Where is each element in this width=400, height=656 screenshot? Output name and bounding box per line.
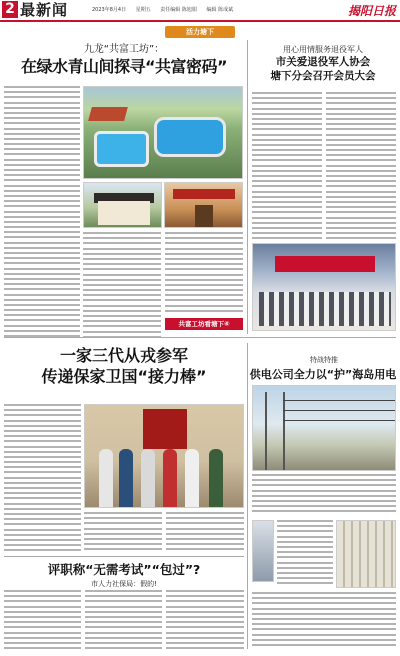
story4-headline: 供电公司全力以“护”海岛用电 — [249, 368, 397, 381]
story5-body-col2 — [85, 590, 162, 650]
story2-kicker: 用心用情服务退役军人 — [283, 45, 363, 54]
village-house-photo — [83, 182, 162, 228]
resort-pool-photo — [83, 86, 243, 179]
issue-date: 2023年8月4日 — [92, 7, 127, 13]
column-divider — [247, 40, 248, 334]
section-tag: 活力塘下 — [165, 26, 235, 38]
issue-weekday: 星期五 — [135, 7, 151, 13]
story1-headline: 在绿水青山间探寻“共富密码” — [20, 57, 228, 76]
issue-designer: 编辑 陈成斌 — [206, 7, 234, 13]
story5-headline: 评职称“无需考试”“包过”? — [47, 562, 201, 577]
issue-editor: 责任编辑 陈旭娟 — [160, 7, 197, 13]
workshop-photo — [164, 182, 243, 228]
story4-body-mid — [277, 520, 333, 588]
story1-kicker: 九龙“共富工坊”： — [83, 44, 165, 55]
series-label: 共富工坊看塘下④ — [165, 318, 243, 330]
story4-body-bottom — [252, 592, 396, 650]
story5-kicker: 市人力社保局：假的! — [91, 580, 157, 588]
story3-headline-line2: 传递保家卫国“接力棒” — [41, 367, 207, 386]
power-pylon-photo — [252, 385, 396, 471]
story2-headline-line1: 市关爱退役军人协会 — [275, 56, 371, 68]
story1-body-col3 — [165, 232, 243, 316]
newspaper-brand: 揭阳日报 — [347, 4, 396, 18]
story2-body-col1 — [252, 92, 322, 240]
story3-body-col1 — [4, 404, 81, 554]
story3-body-col3 — [166, 512, 244, 554]
story5-body-col3 — [166, 590, 244, 650]
story1-body-col1 — [4, 86, 80, 340]
masthead-rule — [0, 20, 400, 22]
equipment-room-photo — [336, 520, 396, 588]
meeting-hall-photo — [252, 243, 396, 331]
story2-body-col2 — [326, 92, 396, 240]
lower-divider — [4, 556, 244, 557]
story1-body-col2 — [83, 232, 161, 338]
story3-body-col2 — [84, 512, 162, 554]
family-portrait-photo — [84, 404, 244, 508]
story4-kicker: 特战特推 — [310, 356, 338, 364]
issue-meta — [92, 6, 241, 13]
story5-body-col1 — [4, 590, 81, 650]
story2-headline — [250, 55, 396, 83]
story4-body-top — [252, 474, 396, 518]
section-divider — [4, 337, 396, 338]
story2-headline-line2: 塘下分会召开会员大会 — [270, 70, 376, 82]
section-title: 最新闻 — [20, 1, 69, 19]
masthead — [0, 0, 400, 20]
column-divider-lower — [247, 343, 248, 649]
worker-photo — [252, 520, 274, 582]
story3-headline-line1: 一家三代从戎参军 — [59, 346, 188, 365]
page-number: 2 — [2, 1, 18, 18]
